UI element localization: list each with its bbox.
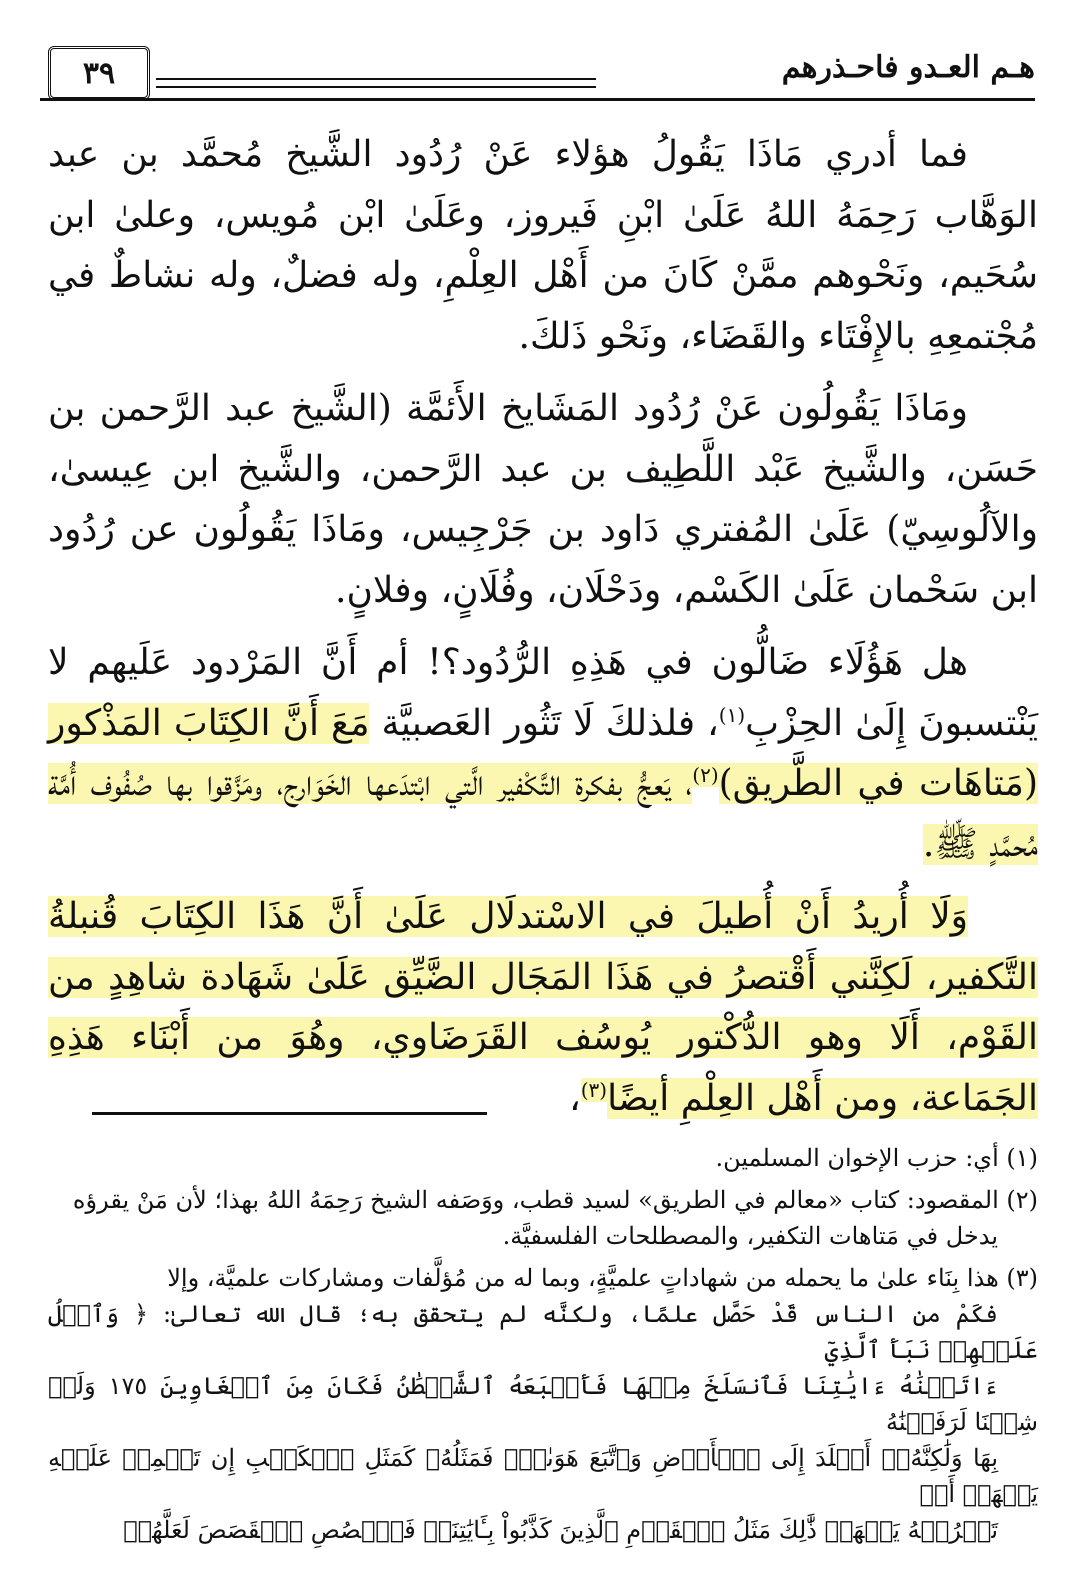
paragraph-2: ومَاذَا يَقُولُون عَنْ رُدُود المَشَايخ الأَئمَّة (الشَّيخ عبد الرَّحمن بن حَسَن، والشَّيخ عَبْد اللَّطِيف بن عبد الرَّحمن، والشَّيخ ابن عِيسىٰ، والآلُوسِيّ) عَلَىٰ المُفتري دَاود بن جَرْجِيس، ومَاذَا يَقُولُون عن رُدُود ابن سَحْمان عَلَىٰ الكَسْم، ودَحْلَان، وفُلَانٍ، وفلانٍ. bbox=[48, 388, 1038, 611]
footnote-separator bbox=[92, 1112, 487, 1115]
paragraph-3-mid: ، فلذلكَ لَا تَثُور العَصبيَّة bbox=[369, 702, 719, 744]
header-rule-top bbox=[156, 78, 596, 80]
page-number: ٣٩ bbox=[48, 46, 150, 100]
paragraph-1: فما أدري مَاذَا يَقُولُ هؤلاء عَنْ رُدُود الشَّيخ مُحمَّد بن عبد الوَهَّاب رَحِمَهُ اللهُ عَلَىٰ ابْنِ فَيروز، وعَلَىٰ ابْن مُويس، وعلىٰ ابن سُحَيم، ونَحْوهم ممَّنْ كَانَ من أَهْل العِلْمِ، وله فضلٌ، وله نشاطٌ في مُجْتمعِهِ بالإِفْتَاء والقَضَاء، ونَحْو ذَلكَ. bbox=[48, 134, 1038, 357]
header-rule-bottom bbox=[156, 86, 596, 88]
footnote-2 bbox=[48, 1182, 1038, 1254]
main-text bbox=[48, 125, 1038, 1141]
footnote-2-line-1: (٢) المقصود: كتاب «معالم في الطريق» لسيد قطب، ووَصَفه الشيخ رَحِمَهُ اللهُ بهذا؛ لأن مَنْ يقرؤه bbox=[72, 1186, 1038, 1214]
footnotes bbox=[48, 1140, 1038, 1554]
footnote-ref-1: (١) bbox=[718, 702, 746, 727]
paragraph-4-end: ، bbox=[569, 1077, 581, 1119]
header-divider bbox=[40, 98, 1035, 101]
footnote-1: (١) أي: حزب الإخوان المسلمين. bbox=[715, 1144, 1038, 1172]
footnote-3-line-4: بِهَا وَلَٰكِنَّهُۥٓ أَخۡلَدَ إِلَى ٱلۡأَرۡضِ وَٱتَّبَعَ هَوَىٰهُۚ فَمَثَلُهُۥ كَمَثَلِ ٱلۡكَلۡبِ إِن تَحۡمِلۡ عَلَيۡهِ يَلۡهَثۡ أَوۡ bbox=[48, 1444, 1038, 1508]
footnote-3-line-3: ءَاتَيۡنَٰهُ ءَايَٰتِنَا فَٱنسَلَخَ مِنۡهَا فَأَتۡبَعَهُ ٱلشَّيۡطَٰنُ فَكَانَ مِنَ ٱلۡغَاوِينَ ١٧٥ وَلَوۡ شِئۡنَا لَرَفَعۡنَٰهُ bbox=[48, 1372, 1038, 1436]
footnote-3-line-2: فكَمْ من الناس قَدْ حَصَّل علمًا، ولكنَّه لم يتحقق به؛ قال الله تعالىٰ: ﴿ وَٱتۡلُ عَلَيۡهِمۡ نَبَأَ ٱلَّذِيٓ bbox=[48, 1300, 1038, 1364]
paragraph-3-text: هل هَؤُلَاء ضَالُّون في هَذِهِ الرُّدُود؟! أم أَنَّ المَرْدود عَلَيهم لا يَنْتسبونَ إِلَىٰ الحِزْبِ bbox=[48, 642, 1038, 744]
paragraph-4 bbox=[48, 887, 1038, 1129]
highlight-1a: مَعَ أَنَّ الكِتَابَ المَذْكور (مَتاهَات في الطَّريق) bbox=[48, 702, 1038, 804]
highlight-1b: ، يَعجُّ بفكرة التَّكْفير الَّتي ابْتدَعها الخَوَارج، ومَزَّقوا بها صُفُوف أُمَّة مُحمَّدٍ ﷺ. bbox=[48, 763, 1038, 865]
page-header bbox=[40, 44, 1035, 104]
footnote-2-line-2: يدخل في مَتاهات التكفير، والمصطلحات الفلسفيَّة. bbox=[502, 1222, 998, 1250]
footnote-3-line-5: تَتۡرُكۡهُ يَلۡهَثۚ ذَّٰلِكَ مَثَلُ ٱلۡقَوۡمِ ٱلَّذِينَ كَذَّبُواْ بِـَٔايَٰتِنَاۚ فَٱقۡصُصِ ٱلۡقَصَصَ لَعَلَّهُمۡ bbox=[123, 1516, 998, 1544]
running-title: هـم العـدو فاحـذرهم bbox=[781, 50, 1035, 85]
paragraph-3 bbox=[48, 633, 1038, 875]
footnote-3 bbox=[48, 1260, 1038, 1548]
footnote-3-line-1: (٣) هذا بِنَاء علىٰ ما يحمله من شهاداتٍ علميَّةٍ، وبما له من مُؤلَّفات ومشاركات علميَّة، وإلا bbox=[167, 1264, 1038, 1292]
footnote-ref-3: (٣) bbox=[580, 1077, 608, 1102]
highlight-2: وَلَا أُريدُ أَنْ أُطيلَ في الاسْتدلَال عَلَىٰ أَنَّ هَذَا الكِتَابَ قُنبلةُ التَّكفير، لَكِنَّني أَقْتصرُ في هَذَا المَجَال الضَّيِّق عَلَىٰ شَهَادة شاهِدٍ من القَوْم، أَلَا وهو الدُّكْتور يُوسُف القَرَضَاوي، وهُوَ من أَبْنَاء هَذِهِ الجَمَاعة، ومن أَهْل العِلْمِ أيضًا bbox=[48, 896, 1038, 1119]
footnote-ref-2: (٢) bbox=[692, 763, 719, 787]
